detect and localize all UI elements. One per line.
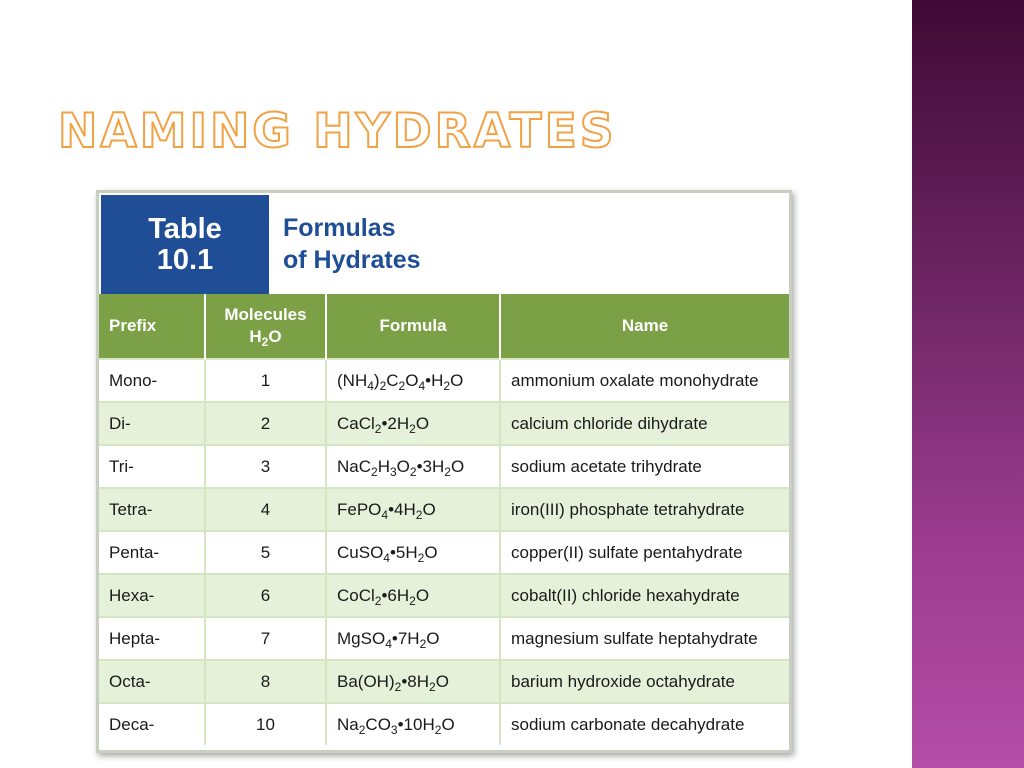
cell-name: sodium acetate trihydrate xyxy=(500,445,789,488)
table-caption-line1: Formulas xyxy=(283,213,396,242)
cell-molecules: 4 xyxy=(205,488,326,531)
table-badge-label: Table xyxy=(148,212,222,245)
cell-name: iron(III) phosphate tetrahydrate xyxy=(500,488,789,531)
table-row xyxy=(99,660,789,703)
cell-prefix: Di- xyxy=(99,402,205,445)
cell-formula: $CuSO_4•5H_2O$ xyxy=(326,531,500,574)
cell-molecules: 5 xyxy=(205,531,326,574)
header-molecules-label: Molecules xyxy=(224,305,307,324)
table-caption-line2: of Hydrates xyxy=(283,245,421,274)
header-name: Name xyxy=(500,294,789,359)
cell-prefix: Tri- xyxy=(99,445,205,488)
cell-formula: $(NH_4)_2C_2O_4•H_2O$ xyxy=(326,359,500,402)
table-row xyxy=(99,402,789,445)
hydrates-table xyxy=(99,294,789,745)
table-row xyxy=(99,574,789,617)
cell-molecules: 8 xyxy=(205,660,326,703)
cell-formula: $FePO_4•4H_2O$ xyxy=(326,488,500,531)
table-number-badge xyxy=(101,195,269,294)
cell-formula: $MgSO_4•7H_2O$ xyxy=(326,617,500,660)
hydrates-table-figure xyxy=(96,190,792,753)
cell-formula: $CoCl_2•6H_2O$ xyxy=(326,574,500,617)
cell-molecules: 6 xyxy=(205,574,326,617)
cell-formula: $CaCl_2•2H_2O$ xyxy=(326,402,500,445)
cell-name: magnesium sulfate heptahydrate xyxy=(500,617,789,660)
cell-prefix: Hexa- xyxy=(99,574,205,617)
table-row xyxy=(99,617,789,660)
header-molecules-formula: $H_2O$ xyxy=(249,327,282,349)
cell-formula: $NaC_2H_3O_2•3H_2O$ xyxy=(326,445,500,488)
cell-prefix: Mono- xyxy=(99,359,205,402)
cell-name: calcium chloride dihydrate xyxy=(500,402,789,445)
cell-molecules: 2 xyxy=(205,402,326,445)
table-header-row xyxy=(99,294,789,359)
cell-molecules: 3 xyxy=(205,445,326,488)
cell-molecules: 1 xyxy=(205,359,326,402)
cell-prefix: Tetra- xyxy=(99,488,205,531)
cell-prefix: Octa- xyxy=(99,660,205,703)
decorative-side-bar xyxy=(912,0,1024,768)
cell-prefix: Deca- xyxy=(99,703,205,745)
table-row xyxy=(99,359,789,402)
table-row xyxy=(99,703,789,745)
cell-prefix: Hepta- xyxy=(99,617,205,660)
table-badge-number: 10.1 xyxy=(156,243,214,276)
cell-formula: $Na_2CO_3•10H_2O$ xyxy=(326,703,500,745)
cell-formula: $Ba(OH)_2•8H_2O$ xyxy=(326,660,500,703)
cell-name: cobalt(II) chloride hexahydrate xyxy=(500,574,789,617)
header-formula: Formula xyxy=(326,294,500,359)
table-caption xyxy=(269,193,789,294)
cell-molecules: 10 xyxy=(205,703,326,745)
cell-name: sodium carbonate decahydrate xyxy=(500,703,789,745)
table-row xyxy=(99,445,789,488)
table-row xyxy=(99,531,789,574)
cell-name: ammonium oxalate monohydrate xyxy=(500,359,789,402)
slide-title: NAMING HYDRATES xyxy=(58,104,617,159)
cell-name: barium hydroxide octahydrate xyxy=(500,660,789,703)
table-heading xyxy=(99,193,789,294)
table-row xyxy=(99,488,789,531)
header-prefix: Prefix xyxy=(99,294,205,359)
cell-prefix: Penta- xyxy=(99,531,205,574)
cell-molecules: 7 xyxy=(205,617,326,660)
cell-name: copper(II) sulfate pentahydrate xyxy=(500,531,789,574)
header-molecules xyxy=(205,294,326,359)
